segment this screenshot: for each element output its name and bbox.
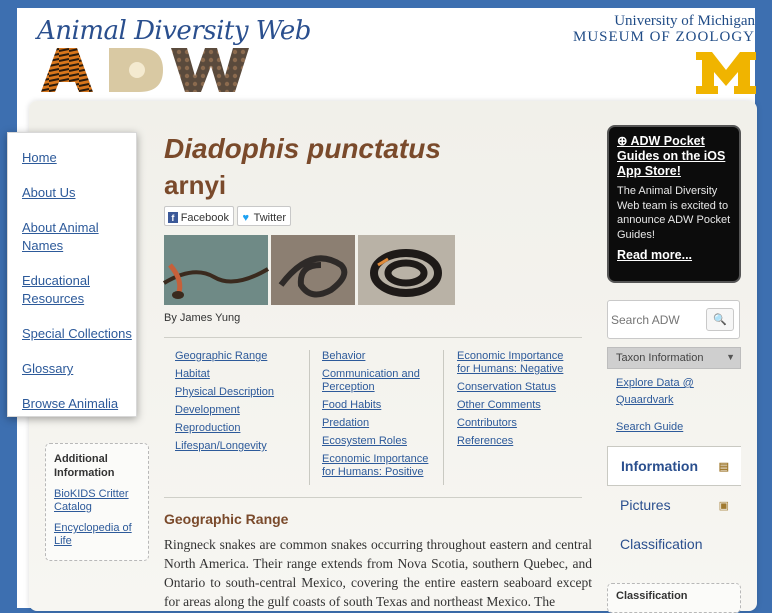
- taxon-select-value: Taxon Information: [616, 352, 704, 364]
- read-more-link[interactable]: Read more...: [617, 248, 693, 262]
- classification-title: Classification: [616, 590, 688, 602]
- photo-credit: By James Yung: [164, 312, 241, 324]
- twitter-icon: ♥: [242, 211, 250, 224]
- nav-special-collections[interactable]: Special Collections: [22, 326, 132, 341]
- facebook-icon: f: [168, 212, 178, 223]
- additional-info-title: Additional Information: [54, 453, 115, 479]
- toc-link[interactable]: Contributors: [457, 417, 517, 429]
- taxon-select[interactable]: [607, 347, 741, 369]
- toc-link[interactable]: Development: [175, 404, 240, 416]
- nav-about-us[interactable]: About Us: [22, 185, 76, 200]
- facebook-label: Facebook: [180, 211, 229, 224]
- biokids-link[interactable]: BioKIDS Critter Catalog: [54, 488, 129, 513]
- toc-link[interactable]: Other Comments: [457, 399, 541, 411]
- classification-box: [607, 583, 741, 613]
- toc-link[interactable]: Conservation Status: [457, 381, 557, 393]
- nav-browse-animalia[interactable]: Browse Animalia: [22, 396, 119, 411]
- explore-data-link[interactable]: Explore Data @ Quaardvark: [616, 377, 694, 406]
- search-box: [607, 300, 740, 339]
- tab-pictures[interactable]: [607, 486, 741, 526]
- toc-link[interactable]: References: [457, 435, 514, 447]
- main-nav: [7, 132, 137, 417]
- toc-link[interactable]: Economic Importance for Humans: Positive: [322, 453, 429, 478]
- facebook-share-button[interactable]: [164, 206, 234, 226]
- university-name[interactable]: University of Michigan: [614, 13, 755, 29]
- tab-label: Classification: [620, 536, 703, 552]
- adw-logo[interactable]: [39, 48, 249, 92]
- section-heading: Geographic Range: [164, 511, 289, 527]
- toc-column-3: [457, 350, 573, 453]
- toc-link[interactable]: Food Habits: [322, 399, 382, 411]
- search-input[interactable]: [611, 309, 701, 331]
- toc-link[interactable]: Predation: [322, 417, 370, 429]
- snake-photo-1[interactable]: [164, 235, 268, 305]
- toc-divider-top: [164, 337, 582, 338]
- snake-photo-2[interactable]: [271, 235, 355, 305]
- tab-classification[interactable]: [607, 525, 741, 565]
- toc-link[interactable]: Ecosystem Roles: [322, 435, 407, 447]
- ios-promo-title[interactable]: ⊕ ADW Pocket Guides on the iOS App Store!: [617, 134, 726, 178]
- twitter-label: Twitter: [253, 211, 286, 224]
- tab-label: Pictures: [620, 497, 671, 513]
- toc-link[interactable]: Reproduction: [175, 422, 241, 434]
- nav-glossary[interactable]: Glossary: [22, 361, 74, 376]
- toc-link[interactable]: Economic Importance for Humans: Negative: [457, 350, 564, 375]
- block-m-logo[interactable]: [696, 52, 756, 94]
- toc-column-2: [322, 350, 434, 484]
- camera-icon: ▣: [718, 500, 729, 512]
- tab-label: Information: [621, 458, 698, 474]
- eol-link[interactable]: Encyclopedia of Life: [54, 522, 132, 547]
- species-name: Diadophis punctatus: [164, 133, 441, 164]
- ios-promo-box: [607, 125, 741, 283]
- subspecies-name: arnyi: [164, 170, 227, 200]
- toc-separator: [443, 350, 444, 485]
- twitter-share-button[interactable]: [237, 206, 291, 226]
- ios-promo-body: The Animal Diversity Web team is excited to announce ADW Pocket Guides!: [617, 185, 731, 241]
- search-button[interactable]: [706, 308, 734, 331]
- toc-link[interactable]: Communication and Perception: [322, 368, 420, 393]
- toc-column-1: [175, 350, 295, 458]
- document-icon: ▤: [718, 461, 729, 473]
- section-body: Ringneck snakes are common snakes occurring throughout eastern and central North America. Their range extends from Nova Scotia, southern Quebec, and Ontario to south-central Mexico, covering the entire eastern seaboard except for areas along the gulf coasts of south Texas and northeast Mexico. The: [164, 537, 592, 609]
- toc-link[interactable]: Behavior: [322, 350, 366, 362]
- tab-information[interactable]: [607, 446, 741, 486]
- chevron-down-icon: ▼: [726, 352, 735, 362]
- museum-name[interactable]: MUSEUM OF ZOOLOGY: [572, 29, 755, 45]
- toc-link[interactable]: Geographic Range: [175, 350, 268, 362]
- site-title[interactable]: Animal Diversity Web: [37, 16, 311, 46]
- toc-link[interactable]: Habitat: [175, 368, 210, 380]
- search-icon: 🔍: [713, 314, 727, 326]
- toc-link[interactable]: Physical Description: [175, 386, 275, 398]
- nav-home[interactable]: Home: [22, 150, 57, 165]
- nav-educational-resources[interactable]: Educational Resources: [22, 273, 90, 306]
- toc-link[interactable]: Lifespan/Longevity: [175, 440, 267, 452]
- toc-separator: [309, 350, 310, 485]
- toc-divider-bottom: [164, 497, 582, 498]
- nav-about-animal-names[interactable]: About Animal Names: [22, 220, 99, 253]
- search-guide-link[interactable]: Search Guide: [616, 421, 684, 433]
- additional-info-box: [45, 443, 149, 561]
- snake-photo-3[interactable]: [358, 235, 455, 305]
